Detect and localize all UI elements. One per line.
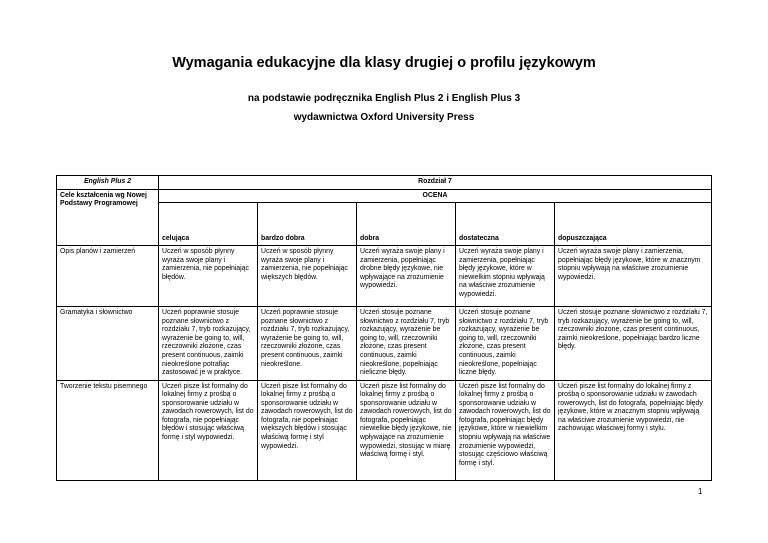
grade-dopuszczajaca: dopuszczająca	[555, 203, 712, 246]
table-cell: Uczeń pisze list formalny do lokalnej firmy z prośbą o sponsorowanie udziału w zawodach rowerowych, list do fotografa, nie popełniając błędów i stosując właściwą formę i styl wypowiedzi.	[159, 380, 258, 480]
table-cell: Uczeń poprawnie stosuje poznane słownictwo z rozdziału 7, tryb rozkazujący, wyrażenie be going to, will, rzeczowniki złożone, czas present continuous, zaimki nieokreślone potrafiąc zastosować je w praktyce.	[159, 307, 258, 381]
table-cell: Uczeń stosuje poznane słownictwo z rozdziału 7, tryb rozkazujący, wyrażenie be going to, will, rzeczowniki złożone, czas present continuous, zaimki nieokreślone, popełniając nieliczne błędy.	[357, 307, 456, 381]
row-label: Gramatyka i słownictwo	[57, 307, 159, 381]
requirements-table	[56, 175, 712, 481]
row-label: Opis planów i zamierzeń	[57, 246, 159, 307]
goals-label: Cele kształcenia wg Nowej Podstawy Programowej	[57, 189, 159, 246]
table-cell: Uczeń pisze list formalny do lokalnej firmy z prośbą o sponsorowanie udziału w zawodach rowerowych, list do fotografa, popełniając niewielkie błędy językowe, nie wpływające na zrozumienie wypowiedzi, stosując w miarę właściwą formę i styl.	[357, 380, 456, 480]
table-row	[57, 307, 712, 381]
table-cell: Uczeń wyraża swoje plany i zamierzenia, popełniając błędy językowe, które w niewielkim stopniu wpływają na właściwe zrozumienie wypowiedzi.	[456, 246, 555, 307]
page-title: Wymagania edukacyjne dla klasy drugiej o profilu językowym	[172, 55, 596, 71]
page-number: 1	[698, 487, 703, 496]
row-label: Tworzenie tekstu pisemnego	[57, 380, 159, 480]
table-cell: Uczeń stosuje poznane słownictwo z rozdziału 7, tryb rozkazujący, wyrażenie be going to, will, rzeczowniki złożone, czas present continuous, zaimki nieokreślone, popełniając bardzo liczne błędy.	[555, 307, 712, 381]
book-name: English Plus 2	[57, 176, 159, 190]
page-subtitle: na podstawie podręcznika English Plus 2 i English Plus 3	[247, 93, 521, 104]
grade-celujaca: celująca	[159, 203, 258, 246]
table-cell: Uczeń w sposób płynny wyraża swoje plany i zamierzenia, nie popełniając błędów.	[159, 246, 258, 307]
grade-bardzo-dobra: bardzo dobra	[258, 203, 357, 246]
table-cell: Uczeń pisze list formalny do lokalnej firmy z prośbą o sponsorowanie udziału w zawodach rowerowych, list do fotografa, popełniając błędy językowe, które w niewielkim stopniu wpływają na właściwe zrozumienie wypowiedzi, stosując częściowo właściwą formę i styl.	[456, 380, 555, 480]
grade-dostateczna: dostateczna	[456, 203, 555, 246]
table-cell: Uczeń wyraża swoje plany i zamierzenia, popełniając błędy językowe, które w znacznym stopniu wpływają na właściwe zrozumienie wypowiedzi.	[555, 246, 712, 307]
publisher-line: wydawnictwa Oxford University Press	[293, 112, 475, 123]
table-cell: Uczeń wyraża swoje plany i zamierzenia, popełniając drobne błędy językowe, nie wpływające na zrozumienie wypowiedzi.	[357, 246, 456, 307]
table-row	[57, 246, 712, 307]
table-row	[57, 380, 712, 480]
grade-dobra: dobra	[357, 203, 456, 246]
table-cell: Uczeń stosuje poznane słownictwo z rozdziału 7, tryb rozkazujący, wyrażenie be going to, will, rzeczowniki złożone, czas present continuous, zaimki nieokreślone, popełniając liczne błędy.	[456, 307, 555, 381]
grade-header: OCENA	[159, 189, 712, 203]
chapter-name: Rozdział 7	[159, 176, 712, 190]
table-cell: Uczeń poprawnie stosuje poznane słownictwo z rozdziału 7, tryb rozkazujący, wyrażenie be going to, will, rzeczowniki złożone, czas present continuous, zaimki nieokreślone.	[258, 307, 357, 381]
table-cell: Uczeń pisze list formalny do lokalnej firmy z prośbą o sponsorowanie udziału w zawodach rowerowych, list do fotografa, nie popełniając większych błędów i stosując właściwą formę i styl wypowiedzi.	[258, 380, 357, 480]
table-cell: Uczeń pisze list formalny do lokalnej firmy z prośbą o sponsorowanie udziału w zawodach rowerowych, list do fotografa, popełniając błędy językowe, które w znacznym stopniu wpływają na właściwe zrozumienie wypowiedzi, nie zachowując właściwej formy i stylu.	[555, 380, 712, 480]
table-cell: Uczeń w sposób płynny wyraża swoje plany i zamierzenia, nie popełniając większych błędów.	[258, 246, 357, 307]
